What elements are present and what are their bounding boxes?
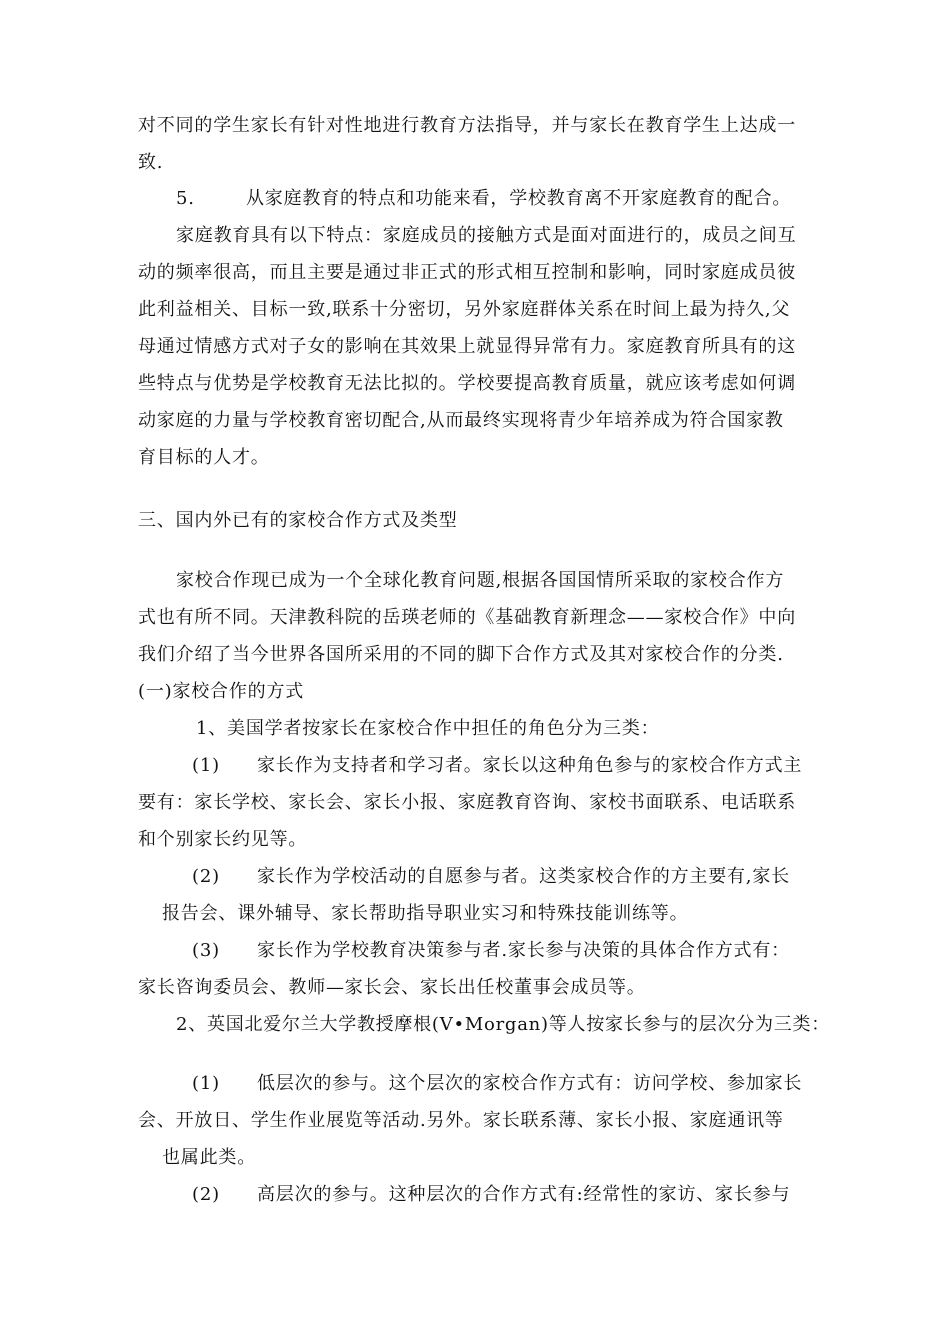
text-line: 此利益相关、目标一致,联系十分密切，另外家庭群体关系在时间上最为持久,父 <box>138 299 791 320</box>
text-line: 式也有所不同。天津教科院的岳瑛老师的《基础教育新理念——家校合作》中向 <box>138 607 796 628</box>
text-line: 低层次的参与。这个层次的家校合作方式有：访问学校、参加家长 <box>257 1073 803 1094</box>
list-number: (2) <box>192 866 220 887</box>
text-line: 2、英国北爱尔兰大学教授摩根(V•Morgan)等人按家长参与的层次分为三类： <box>176 1014 831 1035</box>
text-line: 母通过情感方式对子女的影响在其效果上就显得异常有力。家庭教育所具有的这 <box>138 336 796 357</box>
list-number: (3) <box>192 940 220 961</box>
text-line: 家长作为学校活动的自愿参与者。这类家校合作的方主要有,家长 <box>257 866 790 887</box>
text-line: 我们介绍了当今世界各国所采用的不同的脚下合作方式及其对家校合作的分类. <box>138 644 784 665</box>
text-line: 1、美国学者按家长在家校合作中担任的角色分为三类： <box>196 718 660 739</box>
text-line: 家庭教育具有以下特点：家庭成员的接触方式是面对面进行的，成员之间互 <box>176 225 797 246</box>
text-line: 动的频率很高，而且主要是通过非正式的形式相互控制和影响，同时家庭成员彼 <box>138 262 796 283</box>
text-line: 高层次的参与。这种层次的合作方式有:经常性的家访、家长参与 <box>257 1184 791 1205</box>
text-line: 和个别家长约见等。 <box>138 829 308 850</box>
text-line: 些特点与优势是学校教育无法比拟的。学校要提高教育质量，就应该考虑如何调 <box>138 373 796 394</box>
text-line: 对不同的学生家长有针对性地进行教育方法指导，并与家长在教育学生上达成一 <box>138 115 796 136</box>
list-number: (1) <box>192 755 220 776</box>
text-line: 从家庭教育的特点和功能来看，学校教育离不开家庭教育的配合。 <box>246 188 792 209</box>
text-line: 致. <box>138 152 164 173</box>
text-line: 家长咨询委员会、教师—家长会、家长出任校董事会成员等。 <box>138 977 646 998</box>
text-line: 要有：家长学校、家长会、家长小报、家庭教育咨询、家校书面联系、电话联系 <box>138 792 796 813</box>
text-line: 动家庭的力量与学校教育密切配合,从而最终实现将青少年培养成为符合国家教 <box>138 410 784 431</box>
text-line: 家校合作现已成为一个全球化教育问题,根据各国国情所采取的家校合作方 <box>176 570 785 591</box>
list-number: 5. <box>176 188 195 209</box>
text-line: 育目标的人才。 <box>138 447 270 468</box>
list-number: (2) <box>192 1184 220 1205</box>
text-line: 家长作为支持者和学习者。家长以这种角色参与的家校合作方式主 <box>257 755 803 776</box>
text-line: 报告会、课外辅导、家长帮助指导职业实习和特殊技能训练等。 <box>162 903 689 924</box>
subsection-heading: (一)家校合作的方式 <box>138 681 305 702</box>
text-line: 会、开放日、学生作业展览等活动.另外。家长联系薄、家长小报、家庭通讯等 <box>138 1110 784 1131</box>
list-number: (1) <box>192 1073 220 1094</box>
section-heading: 三、国内外已有的家校合作方式及类型 <box>138 510 458 531</box>
text-line: 家长作为学校教育决策参与者.家长参与决策的具体合作方式有： <box>257 940 790 961</box>
text-line: 也属此类。 <box>162 1147 256 1168</box>
